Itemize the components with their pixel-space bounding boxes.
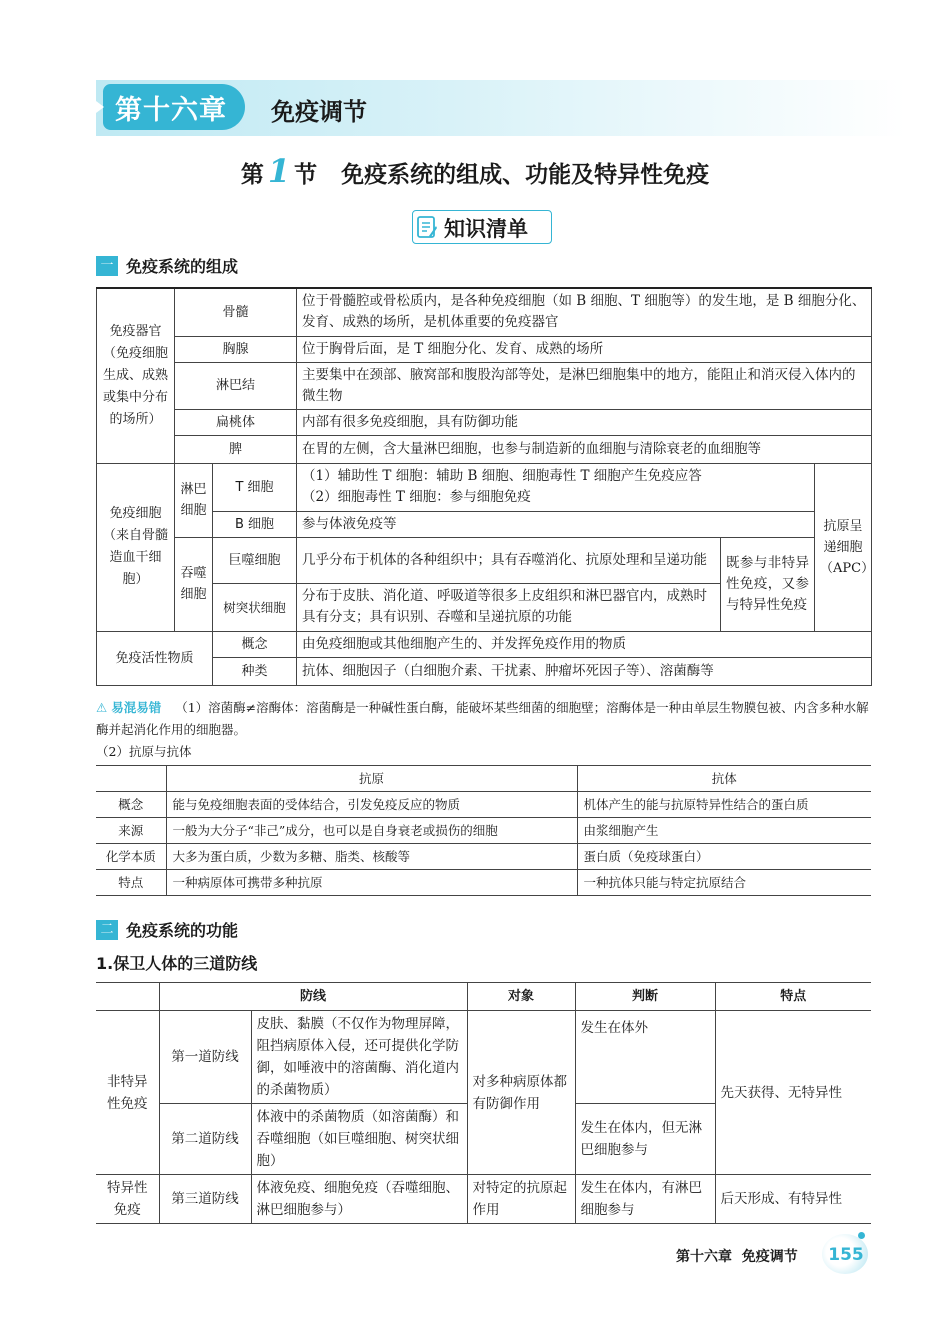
chapter-title: 免疫调节 [271, 98, 367, 126]
organ-desc: 在胃的左侧，含大量淋巴细胞，也参与制造新的血细胞与清除衰老的血细胞等 [297, 435, 872, 463]
specific-feature: 后天形成、有特异性 [715, 1175, 871, 1224]
column-header: 对象 [467, 983, 575, 1011]
part2-badge: 二 [96, 920, 118, 940]
antibody-cell: 蛋白质（免疫球蛋白） [577, 844, 871, 870]
row-label: 化学本质 [96, 844, 166, 870]
section-suffix: 节 [294, 161, 318, 188]
antibody-cell: 一种抗体只能与特定抗原结合 [577, 870, 871, 896]
table-row [97, 631, 872, 657]
b-cell-desc: 参与体液免疫等 [297, 511, 815, 537]
specific-target: 对特定的抗原起作用 [467, 1175, 575, 1224]
footer-chapter [676, 1246, 798, 1266]
footer-chapter-number: 第十六章 [676, 1249, 732, 1265]
column-header: 防线 [159, 983, 467, 1011]
table-row [97, 409, 872, 435]
organ-desc: 位于骨髓腔或骨松质内，是各种免疫细胞（如 B 细胞、T 细胞等）的发生地，是 B 细胞分化、发育、成熟的场所，是机体重要的免疫器官 [297, 288, 872, 336]
t-cell-desc-1: （1）辅助性 T 细胞：辅助 B 细胞、细胞毒性 T 细胞产生免疫应答 [302, 468, 702, 484]
page-dot-icon [858, 1232, 865, 1239]
nonspecific-target: 对多种病原体都有防御作用 [467, 1011, 575, 1175]
column-header: 抗原 [166, 766, 577, 792]
line-judge: 发生在体内，但无淋巴细胞参与 [575, 1104, 715, 1175]
both-immunity-note: 既参与非特异性免疫，又参与特异性免疫 [721, 537, 815, 631]
table-row [97, 288, 872, 336]
organ-name: 扁桃体 [175, 409, 297, 435]
organs-group-label: 免疫器官（免疫细胞生成、成熟或集中分布的场所） [97, 288, 175, 463]
chapter-number: 第十六章 [115, 95, 227, 126]
table-row [97, 336, 872, 362]
dendritic-desc: 分布于皮肤、消化道、呼吸道等很多上皮组织和淋巴器官内，成熟时具有分支；具有识别、吞噬和呈递抗原的功能 [297, 583, 721, 631]
apc-note: 抗原呈递细胞（APC） [815, 463, 872, 631]
table-row [97, 511, 872, 537]
column-header: 抗体 [577, 766, 871, 792]
line-name: 第三道防线 [159, 1175, 251, 1224]
line-judge: 发生在体外 [575, 1011, 715, 1104]
table-header-row [96, 983, 871, 1011]
part1-heading: 免疫系统的组成 [126, 257, 239, 276]
macrophage-name: 巨噬细胞 [213, 537, 297, 583]
column-header [96, 766, 166, 792]
column-header: 特点 [715, 983, 871, 1011]
line-name: 第二道防线 [159, 1104, 251, 1175]
line-desc: 体液中的杀菌物质（如溶菌酶）和吞噬细胞（如巨噬细胞、树突状细胞） [251, 1104, 467, 1175]
warning-triangle-icon: ⚠ [96, 700, 108, 715]
nonspecific-feature: 先天获得、无特异性 [715, 1011, 871, 1175]
organ-name: 脾 [175, 435, 297, 463]
notepad-icon [416, 214, 438, 240]
organ-name: 胸腺 [175, 336, 297, 362]
defense-lines-table [96, 982, 871, 1224]
antibody-cell: 由浆细胞产生 [577, 818, 871, 844]
organ-desc: 内部有很多免疫细胞，具有防御功能 [297, 409, 872, 435]
antigen-cell: 一般为大分子“非己”成分，也可以是自身衰老或损伤的细胞 [166, 818, 577, 844]
line-name: 第一道防线 [159, 1011, 251, 1104]
line-judge: 发生在体内，有淋巴细胞参与 [575, 1175, 715, 1224]
b-cell-name: B 细胞 [213, 511, 297, 537]
concept-desc: 由免疫细胞或其他细胞产生的、并发挥免疫作用的物质 [297, 631, 872, 657]
page-number: 155 [828, 1245, 864, 1265]
table-row [97, 362, 872, 409]
immune-composition-table [96, 287, 875, 686]
table-row [96, 792, 871, 818]
organ-name: 淋巴结 [175, 362, 297, 409]
kinds-label: 种类 [213, 657, 297, 685]
knowledge-label: 知识清单 [444, 217, 528, 241]
chapter-tag-arrow-icon [92, 98, 104, 116]
antigen-cell: 大多为蛋白质，少数为多糖、脂类、核酸等 [166, 844, 577, 870]
kinds-desc: 抗体、细胞因子（白细胞介素、干扰素、肿瘤坏死因子等）、溶菌酶等 [297, 657, 872, 685]
organ-desc: 位于胸骨后面，是 T 细胞分化、发育、成熟的场所 [297, 336, 872, 362]
defense-sub-heading: 1.保卫人体的三道防线 [96, 954, 258, 973]
table-row [96, 870, 871, 896]
antigen-cell: 一种病原体可携带多种抗原 [166, 870, 577, 896]
row-label: 来源 [96, 818, 166, 844]
table-row [96, 844, 871, 870]
warning-label: 易混易错 [111, 700, 162, 715]
macrophage-desc: 几乎分布于机体的各种组织中；具有吞噬消化、抗原处理和呈递功能 [297, 537, 721, 583]
section-name: 免疫系统的组成、功能及特异性免疫 [341, 161, 710, 188]
t-cell-name: T 细胞 [213, 463, 297, 511]
active-group-label: 免疫活性物质 [97, 631, 213, 685]
table-row [97, 463, 872, 511]
table-row [97, 537, 872, 583]
footer-chapter-title: 免疫调节 [741, 1249, 798, 1265]
section-number: 1 [267, 152, 291, 190]
part2-heading: 免疫系统的功能 [126, 921, 239, 940]
cells-group-label: 免疫细胞（来自骨髓造血干细胞） [97, 463, 175, 631]
row-label: 概念 [96, 792, 166, 818]
table-row [96, 818, 871, 844]
t-cell-desc [297, 463, 815, 511]
concept-label: 概念 [213, 631, 297, 657]
table-row [96, 1175, 871, 1224]
table-row [96, 1011, 871, 1104]
section-prefix: 第 [240, 161, 264, 188]
organ-desc: 主要集中在颈部、腋窝部和腹股沟部等处，是淋巴细胞集中的地方，能阻止和消灭侵入体内的微生物 [297, 362, 872, 409]
column-header: 判断 [575, 983, 715, 1011]
row-label: 特点 [96, 870, 166, 896]
lymph-group-label: 淋巴细胞 [175, 463, 213, 537]
specific-label: 特异性免疫 [96, 1175, 159, 1224]
warning-text: （1）溶菌酶≠溶酶体：溶菌酶是一种碱性蛋白酶，能破坏某些细菌的细胞壁；溶酶体是一种由单层生物膜包被、内含多种水解酶并起消化作用的细胞器。 [96, 700, 869, 737]
table-row [97, 435, 872, 463]
phago-group-label: 吞噬细胞 [175, 537, 213, 631]
section-title [0, 152, 950, 190]
line-desc: 体液免疫、细胞免疫（吞噬细胞、淋巴细胞参与） [251, 1175, 467, 1224]
nonspecific-label: 非特异性免疫 [96, 1011, 159, 1175]
line-desc: 皮肤、黏膜（不仅作为物理屏障，阻挡病原体入侵，还可提供化学防御，如唾液中的溶菌酶、消化道内的杀菌物质） [251, 1011, 467, 1104]
antigen-antibody-table [96, 765, 871, 896]
antigen-cell: 能与免疫细胞表面的受体结合，引发免疫反应的物质 [166, 792, 577, 818]
part1-badge: 一 [96, 256, 118, 276]
table-row [97, 657, 872, 685]
table-header-row [96, 766, 871, 792]
dendritic-name: 树突状细胞 [213, 583, 297, 631]
organ-name: 骨髓 [175, 288, 297, 336]
t-cell-desc-2: （2）细胞毒性 T 细胞：参与细胞免疫 [302, 489, 531, 505]
warning-note [96, 697, 871, 741]
antigen-heading: （2）抗原与抗体 [96, 744, 192, 759]
antibody-cell: 机体产生的能与抗原特异性结合的蛋白质 [577, 792, 871, 818]
